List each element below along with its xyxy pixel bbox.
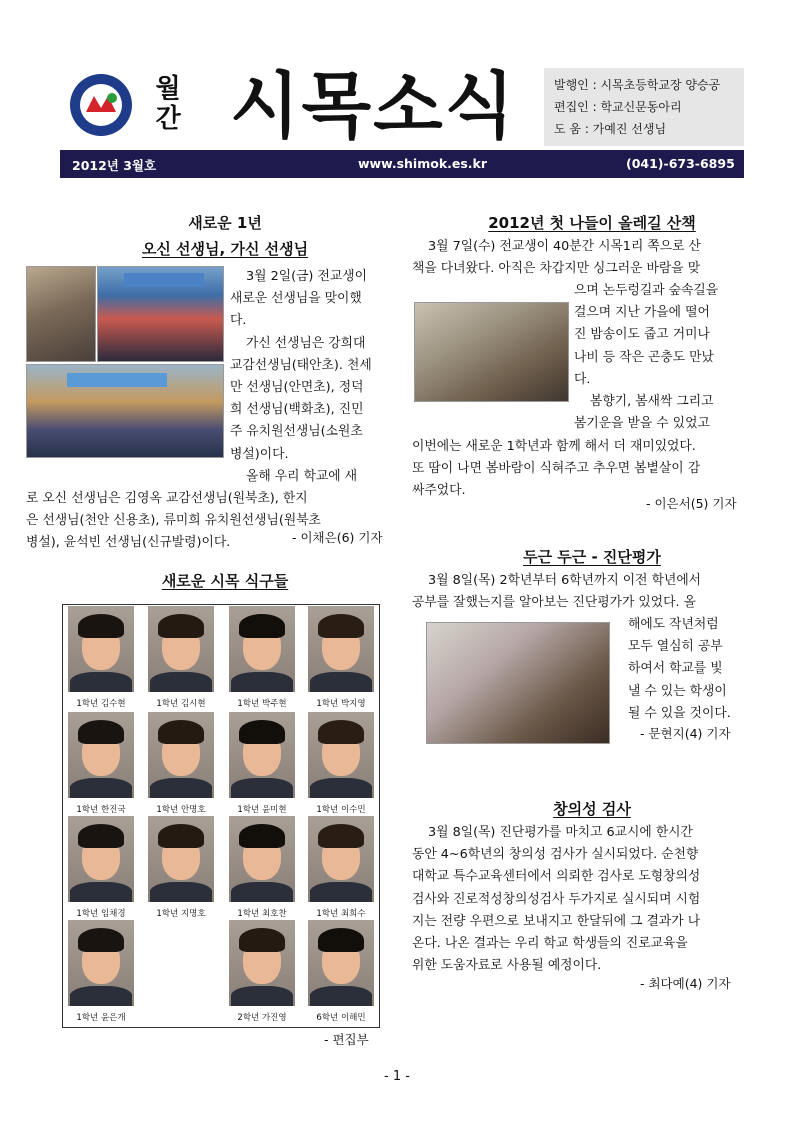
portrait-caption: 1학년 최희수	[316, 909, 366, 919]
photo-banner-2	[67, 373, 167, 387]
portrait-caption: 1학년 박지영	[316, 699, 366, 709]
student-portrait	[229, 712, 295, 798]
article5-body: 3월 8일(목) 진단평가를 마치고 6교시에 한시간 동안 4~6학년의 창의성 검사가 실시되었다. 순천향 대학교 특수교육센터에서 의뢰한 검사로 도형창의성 검사와 진로적성창의성검사 두가지로 실시되며 시험 지는 전량 우편으로 보내지고 한달뒤에 그 결과가 나 온다. 나온 결과는 우리 학교 학생들의 진로교육을 위한 도움자료로 사용될 예정이다.	[412, 825, 701, 974]
article5-byline: - 최다예(4) 기자	[640, 976, 731, 991]
student-portrait	[308, 712, 374, 798]
portrait-caption: 1학년 박주현	[237, 699, 287, 709]
article3-body-full: 이번에는 새로운 1학년과 함께 해서 더 재미있었다. 또 땀이 나면 봄바람이 식혀주고 추우면 봄볕살이 감 싸주었다.	[412, 439, 701, 499]
portrait-caption: 1학년 윤미현	[237, 805, 287, 815]
student-portrait	[229, 606, 295, 692]
portrait-caption: 2학년 가진영	[237, 1013, 287, 1023]
article4-byline: - 문현지(4) 기자	[640, 726, 731, 741]
newsletter-title: 시목소식	[230, 64, 517, 148]
student-portrait	[308, 920, 374, 1006]
article5-title: 창의성 검사	[553, 800, 631, 818]
photo-test	[426, 622, 610, 744]
portrait-caption: 1학년 김수현	[76, 699, 126, 709]
page-number: - 1 -	[384, 1069, 410, 1084]
portrait-caption: 1학년 김시현	[156, 699, 206, 709]
article3-body-top: 3월 7일(수) 전교생이 40분간 시목1리 쪽으로 산 책을 다녀왔다. 아직은 차갑지만 싱그러운 바람을 맞	[412, 239, 701, 277]
portrait-caption: 1학년 한진국	[76, 805, 126, 815]
article1-body-full: 로 오신 선생님은 김영옥 교감선생님(원북초), 한지 은 선생님(천안 신용초), 류미희 유치원선생님(원북초 병설), 윤석빈 선생님(신규발령)이다.	[26, 491, 321, 551]
photo-teachers-welcome	[26, 364, 224, 458]
wolgan-label: 월 간	[155, 74, 181, 134]
masthead	[60, 62, 744, 150]
article1-title2: 오신 선생님, 가신 선생님	[141, 240, 309, 258]
issue-label: 2012년 3월호	[72, 158, 157, 173]
portrait-caption: 1학년 안명호	[156, 805, 206, 815]
article2-title: 새로운 시목 식구들	[161, 572, 289, 590]
student-portrait	[68, 816, 134, 902]
portrait-caption: 1학년 윤은개	[76, 1013, 126, 1023]
student-portrait	[68, 712, 134, 798]
student-portrait	[308, 816, 374, 902]
photo-ceremony-speaker	[26, 266, 96, 362]
photo-group-students	[97, 266, 224, 362]
article3-byline: - 이은서(5) 기자	[646, 496, 737, 511]
article1-body-right: 3월 2일(금) 전교생이 새로운 선생님을 맞이했 다. 가신 선생님은 강희대 교감선생님(태안초). 천세 만 선생님(안면초), 정덕 희 선생님(백화초), 진민 주 유치원선생님(소원초 병설)이다. 올해 우리 학교에 새	[230, 269, 372, 484]
article3-title: 2012년 첫 나들이 올레길 산책	[488, 214, 696, 232]
student-portrait	[148, 816, 214, 902]
article4-body-right: 해에도 작년처럼 모두 열심히 공부 하여서 학교를 빛 낼 수 있는 학생이 될 수 있을 것이다.	[628, 617, 731, 721]
portrait-caption: 1학년 이수민	[316, 805, 366, 815]
editor-line: 편집인 : 학교신문동아리	[554, 100, 682, 114]
student-portrait	[308, 606, 374, 692]
article4-title: 두근 두근 - 진단평가	[523, 548, 661, 566]
portrait-caption: 1학년 임채경	[76, 909, 126, 919]
publisher-line: 발행인 : 시목초등학교장 양승공	[554, 78, 721, 92]
student-portrait	[68, 920, 134, 1006]
article1-title1: 새로운 1년	[188, 214, 262, 232]
student-portrait	[148, 712, 214, 798]
portrait-caption: 6학년 이해민	[316, 1013, 366, 1023]
website-link[interactable]: www.shimok.es.kr	[358, 156, 488, 171]
helper-line: 도 움 : 가예진 선생님	[554, 122, 667, 136]
portrait-caption: 1학년 최호찬	[237, 909, 287, 919]
issue-bar	[60, 150, 744, 178]
article1-byline: - 이채은(6) 기자	[292, 530, 383, 545]
article4-body-top: 3월 8일(목) 2학년부터 6학년까지 이전 학년에서 공부를 잘했는지를 알아보는 진단평가가 있었다. 올	[412, 573, 702, 611]
photo-banner	[124, 273, 204, 287]
student-portrait	[229, 920, 295, 1006]
phone-number: (041)-673-6895	[626, 156, 735, 171]
publication-info	[544, 68, 744, 146]
school-logo-icon	[68, 72, 134, 138]
student-portrait	[68, 606, 134, 692]
photo-walk	[414, 302, 569, 402]
student-portrait	[229, 816, 295, 902]
portrait-caption: 1학년 지명호	[156, 909, 206, 919]
article3-body-right: 으며 논두렁길과 숲속길을 걸으며 지난 가을에 떨어 진 밤송이도 줍고 거미나 나비 등 작은 곤충도 만났 다. 봄향기, 봄새싹 그리고 봄기운을 받을 수 있었고	[574, 283, 719, 432]
article2-byline: - 편집부	[324, 1032, 369, 1047]
student-portrait	[148, 606, 214, 692]
